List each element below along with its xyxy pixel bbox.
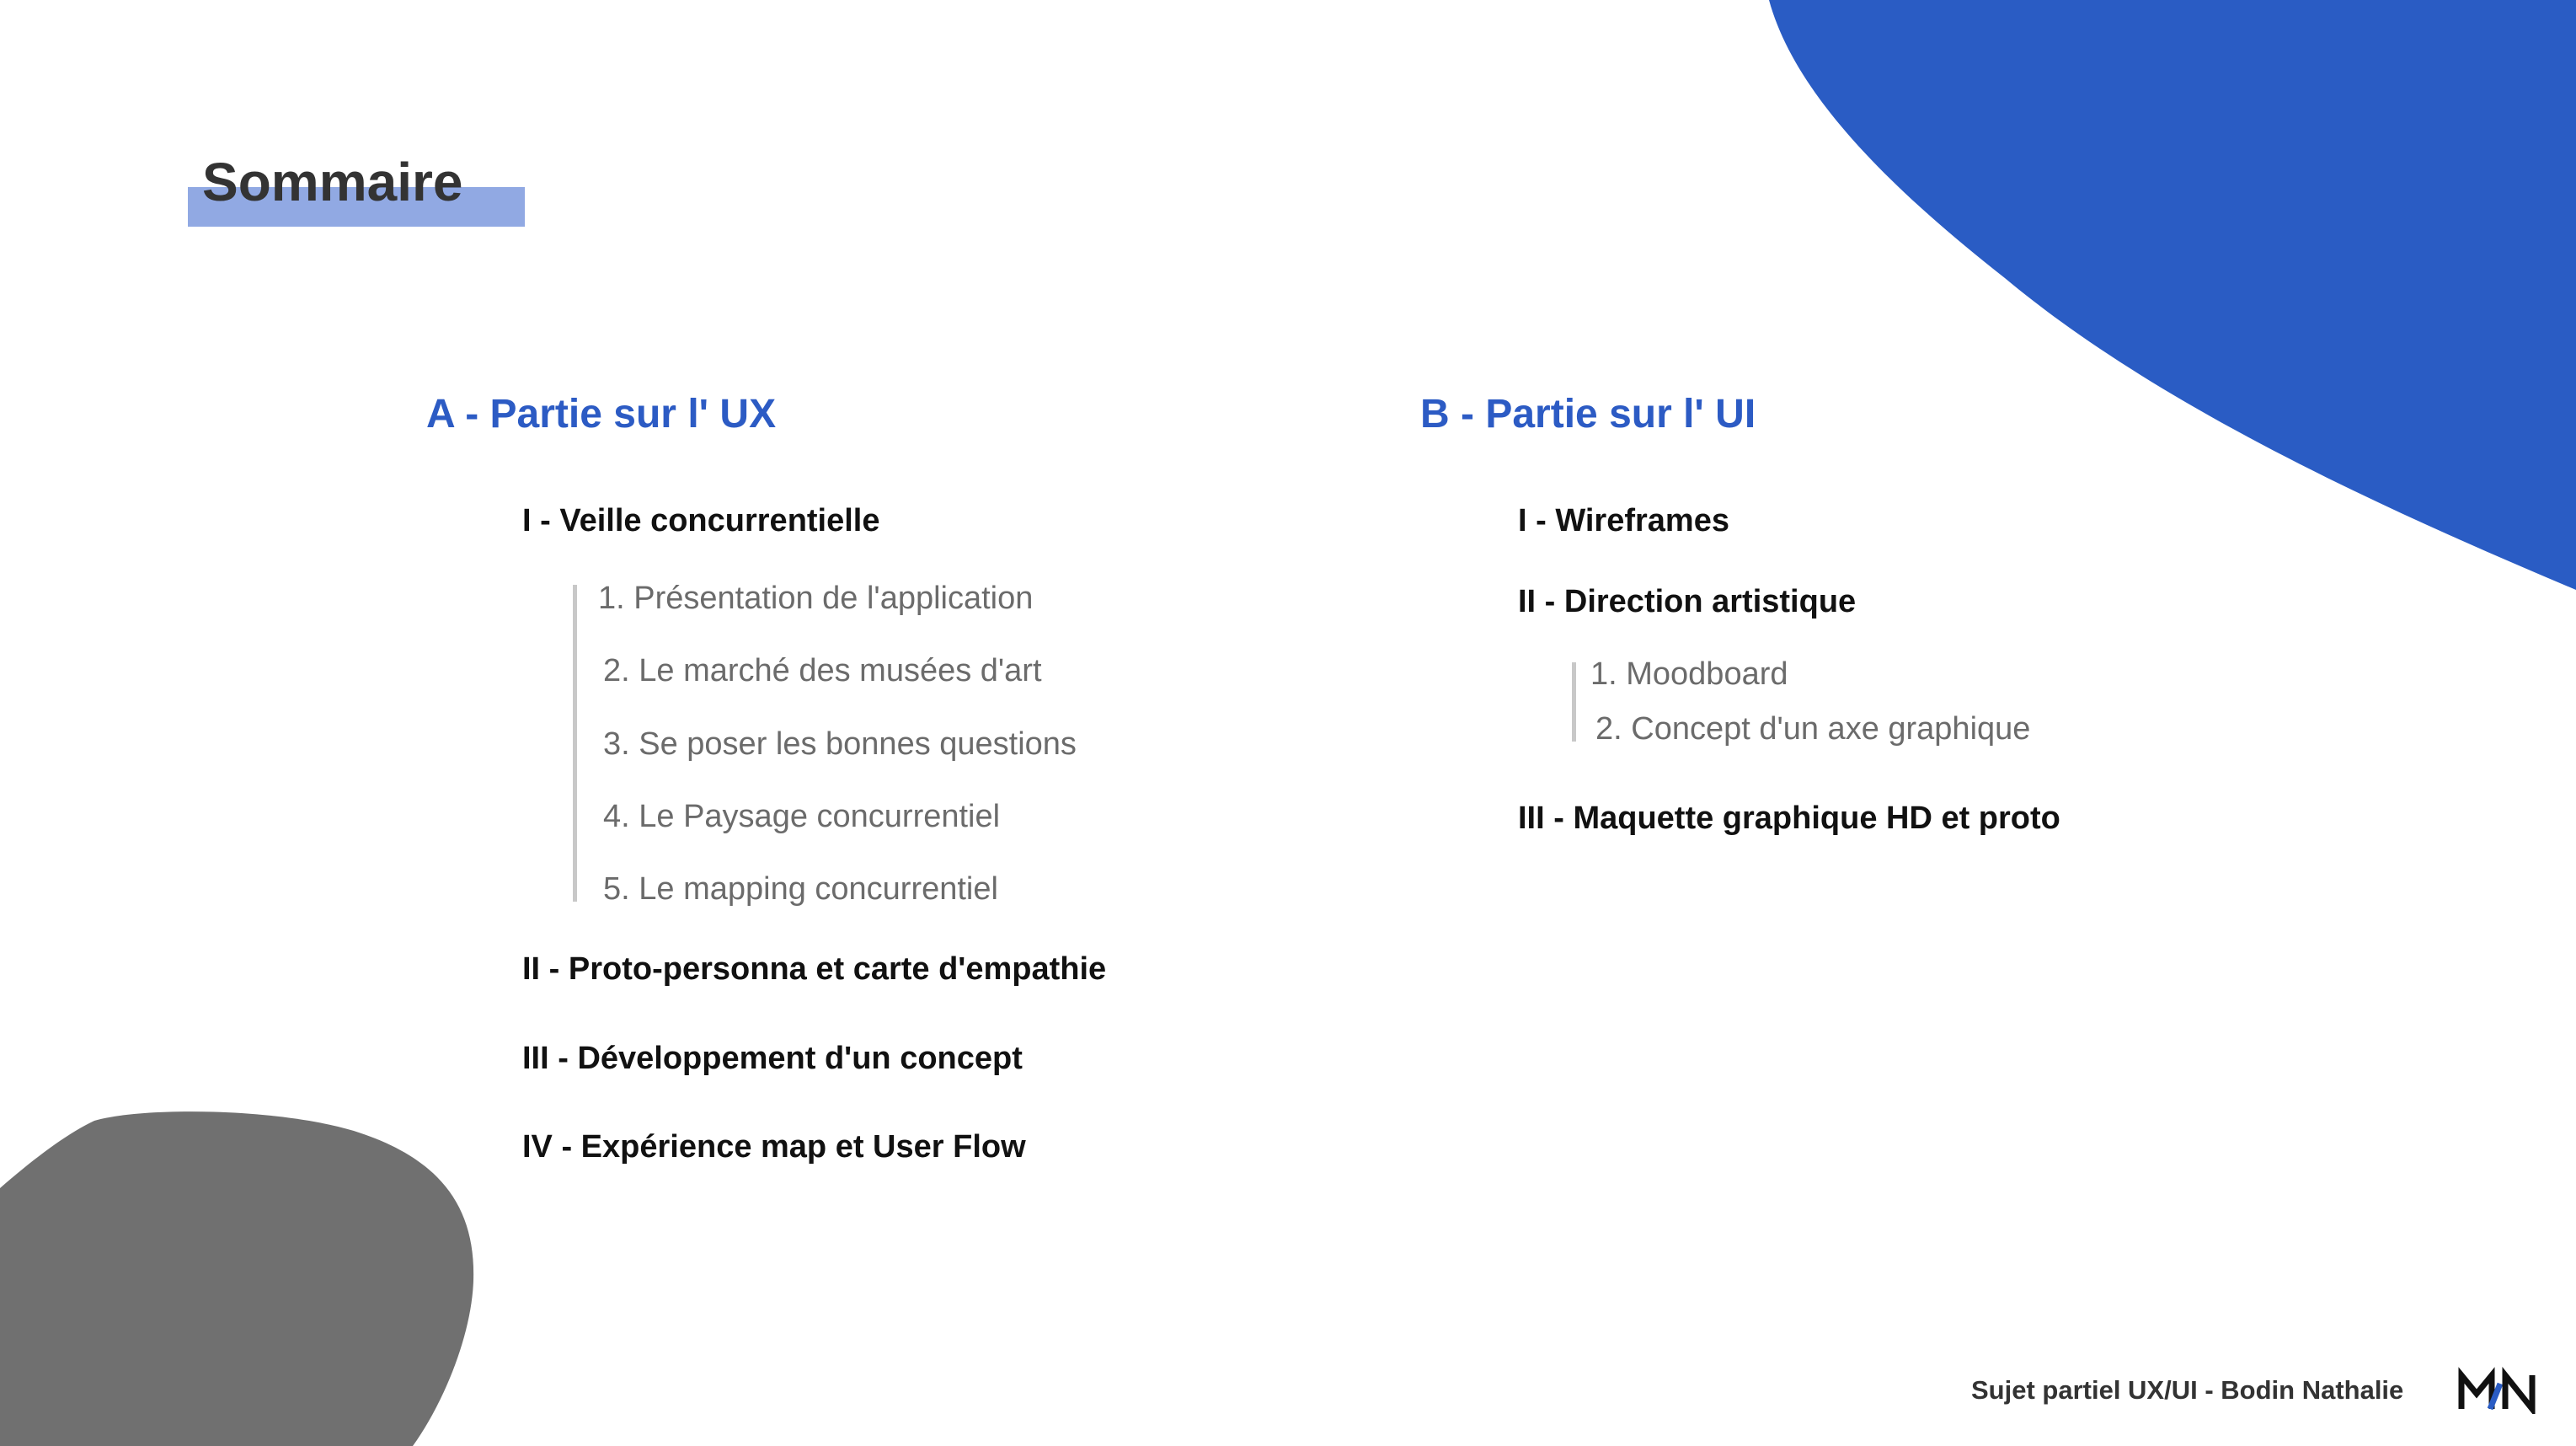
- section-heading-ui: B - Partie sur l' UI: [1420, 392, 1756, 436]
- page-title: Sommaire: [202, 152, 463, 212]
- toc-subitem-paysage: 4. Le Paysage concurrentiel: [603, 799, 1001, 834]
- mn-logo-icon: [2458, 1367, 2539, 1414]
- gray-blob-shape: [0, 1111, 473, 1446]
- toc-subitem-mapping: 5. Le mapping concurrentiel: [603, 871, 998, 907]
- toc-item-experience-map: IV - Expérience map et User Flow: [522, 1129, 1026, 1165]
- toc-subitem-marche: 2. Le marché des musées d'art: [603, 653, 1042, 688]
- blue-blob-shape: [1769, 0, 2576, 590]
- toc-item-direction-artistique: II - Direction artistique: [1518, 584, 1857, 619]
- section-heading-ux: A - Partie sur l' UX: [426, 392, 777, 436]
- toc-item-developpement-concept: III - Développement d'un concept: [522, 1041, 1023, 1076]
- subitems-bar-ui: [1572, 662, 1576, 742]
- toc-subitem-questions: 3. Se poser les bonnes questions: [603, 726, 1077, 762]
- toc-item-veille-concurrentielle: I - Veille concurrentielle: [522, 503, 880, 538]
- toc-item-proto-personna: II - Proto-personna et carte d'empathie: [522, 951, 1107, 987]
- toc-subitem-moodboard: 1. Moodboard: [1590, 656, 1788, 692]
- toc-subitem-presentation: 1. Présentation de l'application: [598, 581, 1034, 616]
- footer-author: Sujet partiel UX/UI - Bodin Nathalie: [1971, 1375, 2404, 1405]
- toc-item-wireframes: I - Wireframes: [1518, 503, 1729, 538]
- subitems-bar-ux: [573, 585, 577, 902]
- toc-subitem-concept-axe: 2. Concept d'un axe graphique: [1595, 711, 2031, 747]
- toc-item-maquette: III - Maquette graphique HD et proto: [1518, 801, 2060, 836]
